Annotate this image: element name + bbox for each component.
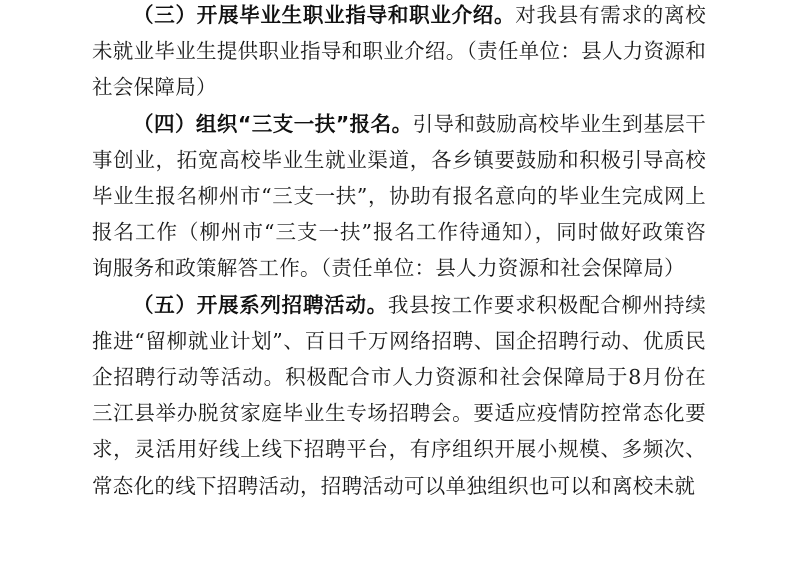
paragraph-body: 引导和鼓励高校毕业生到基层干事创业，拓宽高校毕业生就业渠道，各乡镇要鼓励和积极引导高校毕业生报名柳州市“三支一扶”，协助有报名意向的毕业生完成网上报名工作（柳州市“三支一扶”报名工作待通知），同时做好政策咨询服务和政策解答工作。（责任单位：县人力资源和社会保障局） [92, 111, 706, 281]
paragraph-heading: （三）开展毕业生职业指导和职业介绍。 [133, 3, 516, 27]
paragraph-heading: （五）开展系列招聘活动。 [133, 292, 388, 317]
document-body [92, 0, 706, 504]
paragraph-career-guidance [92, 0, 706, 106]
paragraph-heading: （四）组织“三支一扶”报名。 [133, 111, 413, 136]
paragraph-recruitment-activities [92, 287, 706, 504]
paragraph-body: 我县按工作要求积极配合柳州持续推进“留柳就业计划”、百日千万网络招聘、国企招聘行动、优质民企招聘行动等活动。积极配合市人力资源和社会保障局于8月份在三江县举办脱贫家庭毕业生专场招聘会。要适应疫情防控常态化要求，灵活用好线上线下招聘平台，有序组织开展小规模、多频次、常态化的线下招聘活动，招聘活动可以单独组织也可以和离校未就 [92, 292, 706, 498]
paragraph-three-supports [92, 106, 706, 287]
paragraph-body: 对我县有需求的离校未就业毕业生提供职业指导和职业介绍。（责任单位：县人力资源和社会保障局） [92, 3, 707, 100]
